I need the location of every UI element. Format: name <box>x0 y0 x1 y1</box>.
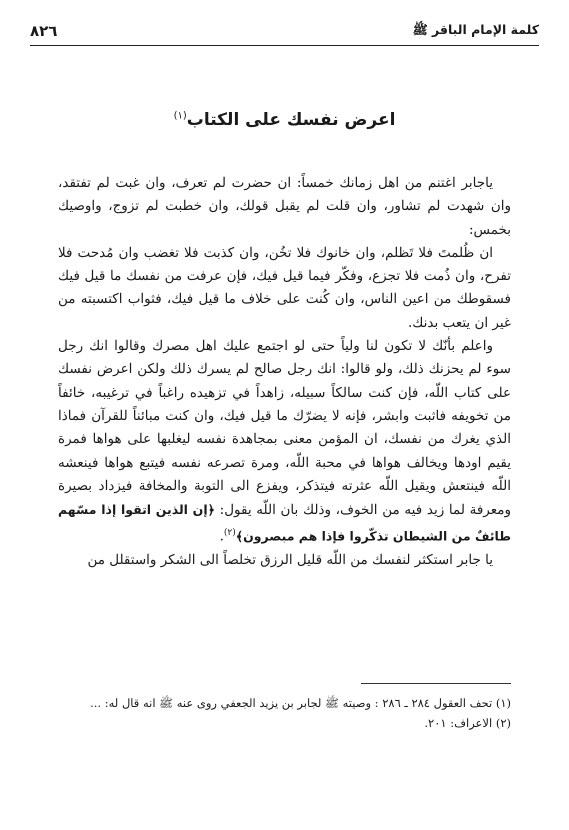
paragraph-text: واعلم بأنّك لا تكون لنا ولياً حتى لو اجتمع عليك اهل مصرك وقالوا انك رجل سوء لم يحزنك ذلك، ولو قالوا: انك رجل صالح لم يسرك ذلك ولكن اعرض نفسك على كتاب اللّه، فإن كنت سالكاً سبيله، زاهداً في تزهيده راغباً في ترغيبه، خائفاً من تخويفه فاثبت وابشر، فإنه لا يضرّك ما قيل فيك، وان كنت مبائناً للقرآن فماذا الذي يغرك من نفسك، ان المؤمن معنى بمجاهدة نفسه ليغلبها على هواها فمرة يقيم اودها ويخالف هواها في محبة اللّه، ومرة تصرعه نفسه فيتبع هواها فينعشه اللّه فينتعش ويقيل اللّه عثرته فيتذكر، ويفزع الى التوبة والمخافة فيزداد بصيرة ومعرفة لما زيد فيه من الخوف، وذلك بان اللّه يقول: <box>58 338 512 519</box>
page-number: ٨٢٦ <box>30 22 58 40</box>
footnote: (١) تحف العقول ٢٨٤ ـ ٢٨٦ : وصيته ﷺ لجابر بن يزيد الجعفي روى عنه ﷺ انه قال له: ... <box>90 696 511 710</box>
footnotes <box>58 693 511 733</box>
section-title <box>30 110 539 130</box>
running-title: كلمة الإمام الباقر ﷺ <box>412 21 539 37</box>
footnote-rule <box>361 683 511 684</box>
paragraph: ياجابر اغتنم من اهل زمانك خمساً: ان حضرت لم تعرف، وان غبت لم تفتقد، وان شهدت لم تشاور، وان قلت لم يقبل قولك، وان خطبت لم تزوج، واوصيك بخمس: <box>58 175 511 238</box>
quran-verse: ﴿إن الذين اتقوا إذا مسّهم طائفٌ من الشيطان تذكّروا فإذا هم مبصرون﴾ <box>58 502 511 544</box>
header-rule <box>30 45 539 46</box>
paragraph: ان ظُلمتَ فلا تَظلم، وان خانوك فلا تخُن، وان كذبت فلا تغضب وان مُدحت فلا تفرح، وان ذُمت فلا تجزع، وفكّر فيما قيل فيك، فإن عرفت من نفسك ما قيل فيك فسقوطك من اعين الناس، وان كُنت على خلاف ما قيل فيك، فثواب اكتسبته من غير ان يتعب بدنك. <box>58 244 511 331</box>
running-header <box>30 20 539 42</box>
body-text <box>58 172 511 573</box>
section-title-text: اعرض نفسك على الكتاب <box>186 110 396 130</box>
footnote: (٢) الاعراف: ٢٠١. <box>424 716 511 730</box>
title-footnote-marker: (١) <box>173 110 187 122</box>
verse-footnote-marker: (٢) <box>223 528 236 539</box>
paragraph: يا جابر استكثر لنفسك من اللّه قليل الرزق تخلصاً الى الشكر واستقلل من <box>87 552 493 569</box>
paragraph: واعلم بأنّك لا تكون لنا ولياً حتى لو اجتمع عليك اهل مصرك وقالوا انك رجل سوء لم يحزنك ذلك، ولو قالوا: انك رجل صالح لم يسرك ذلك ولكن اعرض نفسك على كتاب اللّه، فإن كنت سالكاً سبيله، زاهداً في تزهيده راغباً في ترغيبه، خائفاً من تخويفه فاثبت وابشر، فإنه لا يضرّك ما قيل فيك، وان كنت مبائناً للقرآن فماذا الذي يغرك من نفسك، ان المؤمن معنى بمجاهدة نفسه ليغلبها على هواها فمرة يقيم اودها ويخالف هواها في محبة اللّه، ومرة تصرعه نفسه فيتبع هواها فينعشه اللّه فينتعش ويقيل اللّه عثرته فيتذكر، ويفزع الى التوبة والمخافة فيزداد بصيرة ومعرفة لما زيد فيه من الخوف، وذلك بان اللّه يقول: ﴿إن الذين اتقوا إذا مسّهم طائفٌ من الشيطان تذكّروا فإذا هم مبصرون﴾$^{(٢)}$. <box>58 338 512 545</box>
